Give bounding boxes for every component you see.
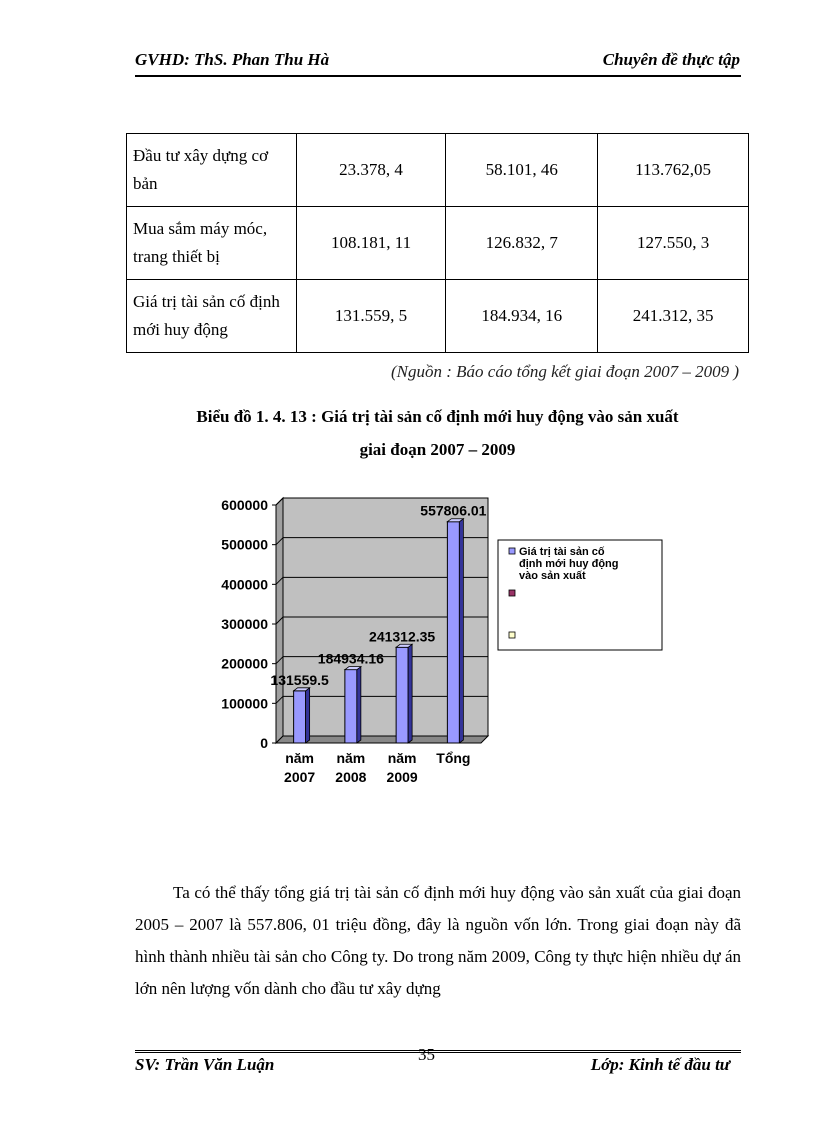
data-label: 184934.16 [317, 650, 384, 667]
y-tick-label: 500000 [221, 536, 268, 553]
cell-value: 241.312, 35 [598, 280, 749, 353]
footer-rule [135, 1050, 741, 1053]
cell-value: 126.832, 7 [446, 207, 598, 280]
body-paragraph: Ta có thể thấy tổng giá trị tài sản cố định mới huy động vào sản xuất của giai đoạn 2005 – 2007 là 557.806, 01 triệu đồng, đây là nguồn vốn lớn. Trong giai đoạn này đã hình thành nhiều tài sản cho Công ty. Do trong năm 2009, Công ty thực hiện nhiều dự án lớn nên lượng vốn dành cho đầu tư xây dựng [135, 883, 741, 998]
bar [396, 647, 408, 743]
body-text [135, 877, 741, 1005]
bar-side [357, 667, 361, 743]
bar-side [408, 644, 412, 743]
table-row [127, 134, 749, 207]
x-tick-label: Tổng [436, 750, 471, 766]
cell-value: 113.762,05 [598, 134, 749, 207]
legend-swatch [509, 548, 515, 554]
data-label: 557806.01 [420, 502, 487, 519]
footer-class: Lớp: Kinh tế đầu tư [590, 1055, 730, 1074]
cell-value: 131.559, 5 [296, 280, 446, 353]
bar [345, 670, 357, 743]
header-title: Chuyên đề thực tập [602, 50, 740, 69]
cell-value: 58.101, 46 [446, 134, 598, 207]
bar-side [459, 519, 463, 743]
legend-swatch [509, 632, 515, 638]
x-tick-label: 2009 [386, 769, 418, 785]
header-rule [135, 75, 741, 77]
bar-chart [200, 488, 670, 798]
caption-line-1: Biểu đồ 1. 4. 13 : Giá trị tài sản cố định mới huy động vào sản xuất [196, 407, 679, 426]
y-tick-label: 400000 [221, 576, 268, 593]
bar [294, 691, 306, 743]
page-number: 35 [418, 1045, 435, 1064]
x-tick-label: 2007 [284, 769, 316, 785]
row-label: Mua sắm máy móc, trang thiết bị [127, 207, 297, 280]
cell-value: 23.378, 4 [296, 134, 446, 207]
table-row [127, 280, 749, 353]
y-tick-label: 0 [260, 735, 268, 751]
header-advisor: GVHD: ThS. Phan Thu Hà [135, 50, 330, 69]
row-label: Đầu tư xây dựng cơ bản [127, 134, 297, 207]
legend-label: định mới huy động [519, 558, 619, 570]
bar-side [306, 688, 310, 743]
legend-label: Giá trị tài sản cố [519, 546, 605, 558]
table-row [127, 207, 749, 280]
x-tick-label: năm [285, 750, 315, 766]
legend-label: vào sản xuất [519, 570, 586, 582]
y-tick-label: 600000 [221, 497, 268, 513]
row-label: Giá trị tài sản cố định mới huy động [127, 280, 297, 353]
cell-value: 108.181, 11 [296, 207, 446, 280]
data-label: 241312.35 [369, 628, 436, 645]
data-table [126, 133, 749, 353]
data-label: 131559.5 [270, 671, 329, 688]
bar [447, 522, 459, 743]
cell-value: 127.550, 3 [598, 207, 749, 280]
y-tick-label: 300000 [221, 616, 268, 632]
cell-value: 184.934, 16 [446, 280, 598, 353]
y-tick-label: 100000 [221, 695, 268, 712]
x-tick-label: 2008 [335, 769, 367, 785]
x-tick-label: năm [387, 750, 417, 766]
caption-line-2: giai đoạn 2007 – 2009 [359, 440, 516, 459]
source-note: (Nguồn : Báo cáo tổng kết giai đoạn 2007 – 2009 ) [391, 362, 739, 381]
chart-caption [126, 400, 749, 466]
legend-swatch [509, 590, 515, 596]
footer-student: SV: Trần Văn Luận [135, 1055, 275, 1074]
x-tick-label: năm [336, 750, 366, 766]
y-tick-label: 200000 [221, 655, 268, 672]
